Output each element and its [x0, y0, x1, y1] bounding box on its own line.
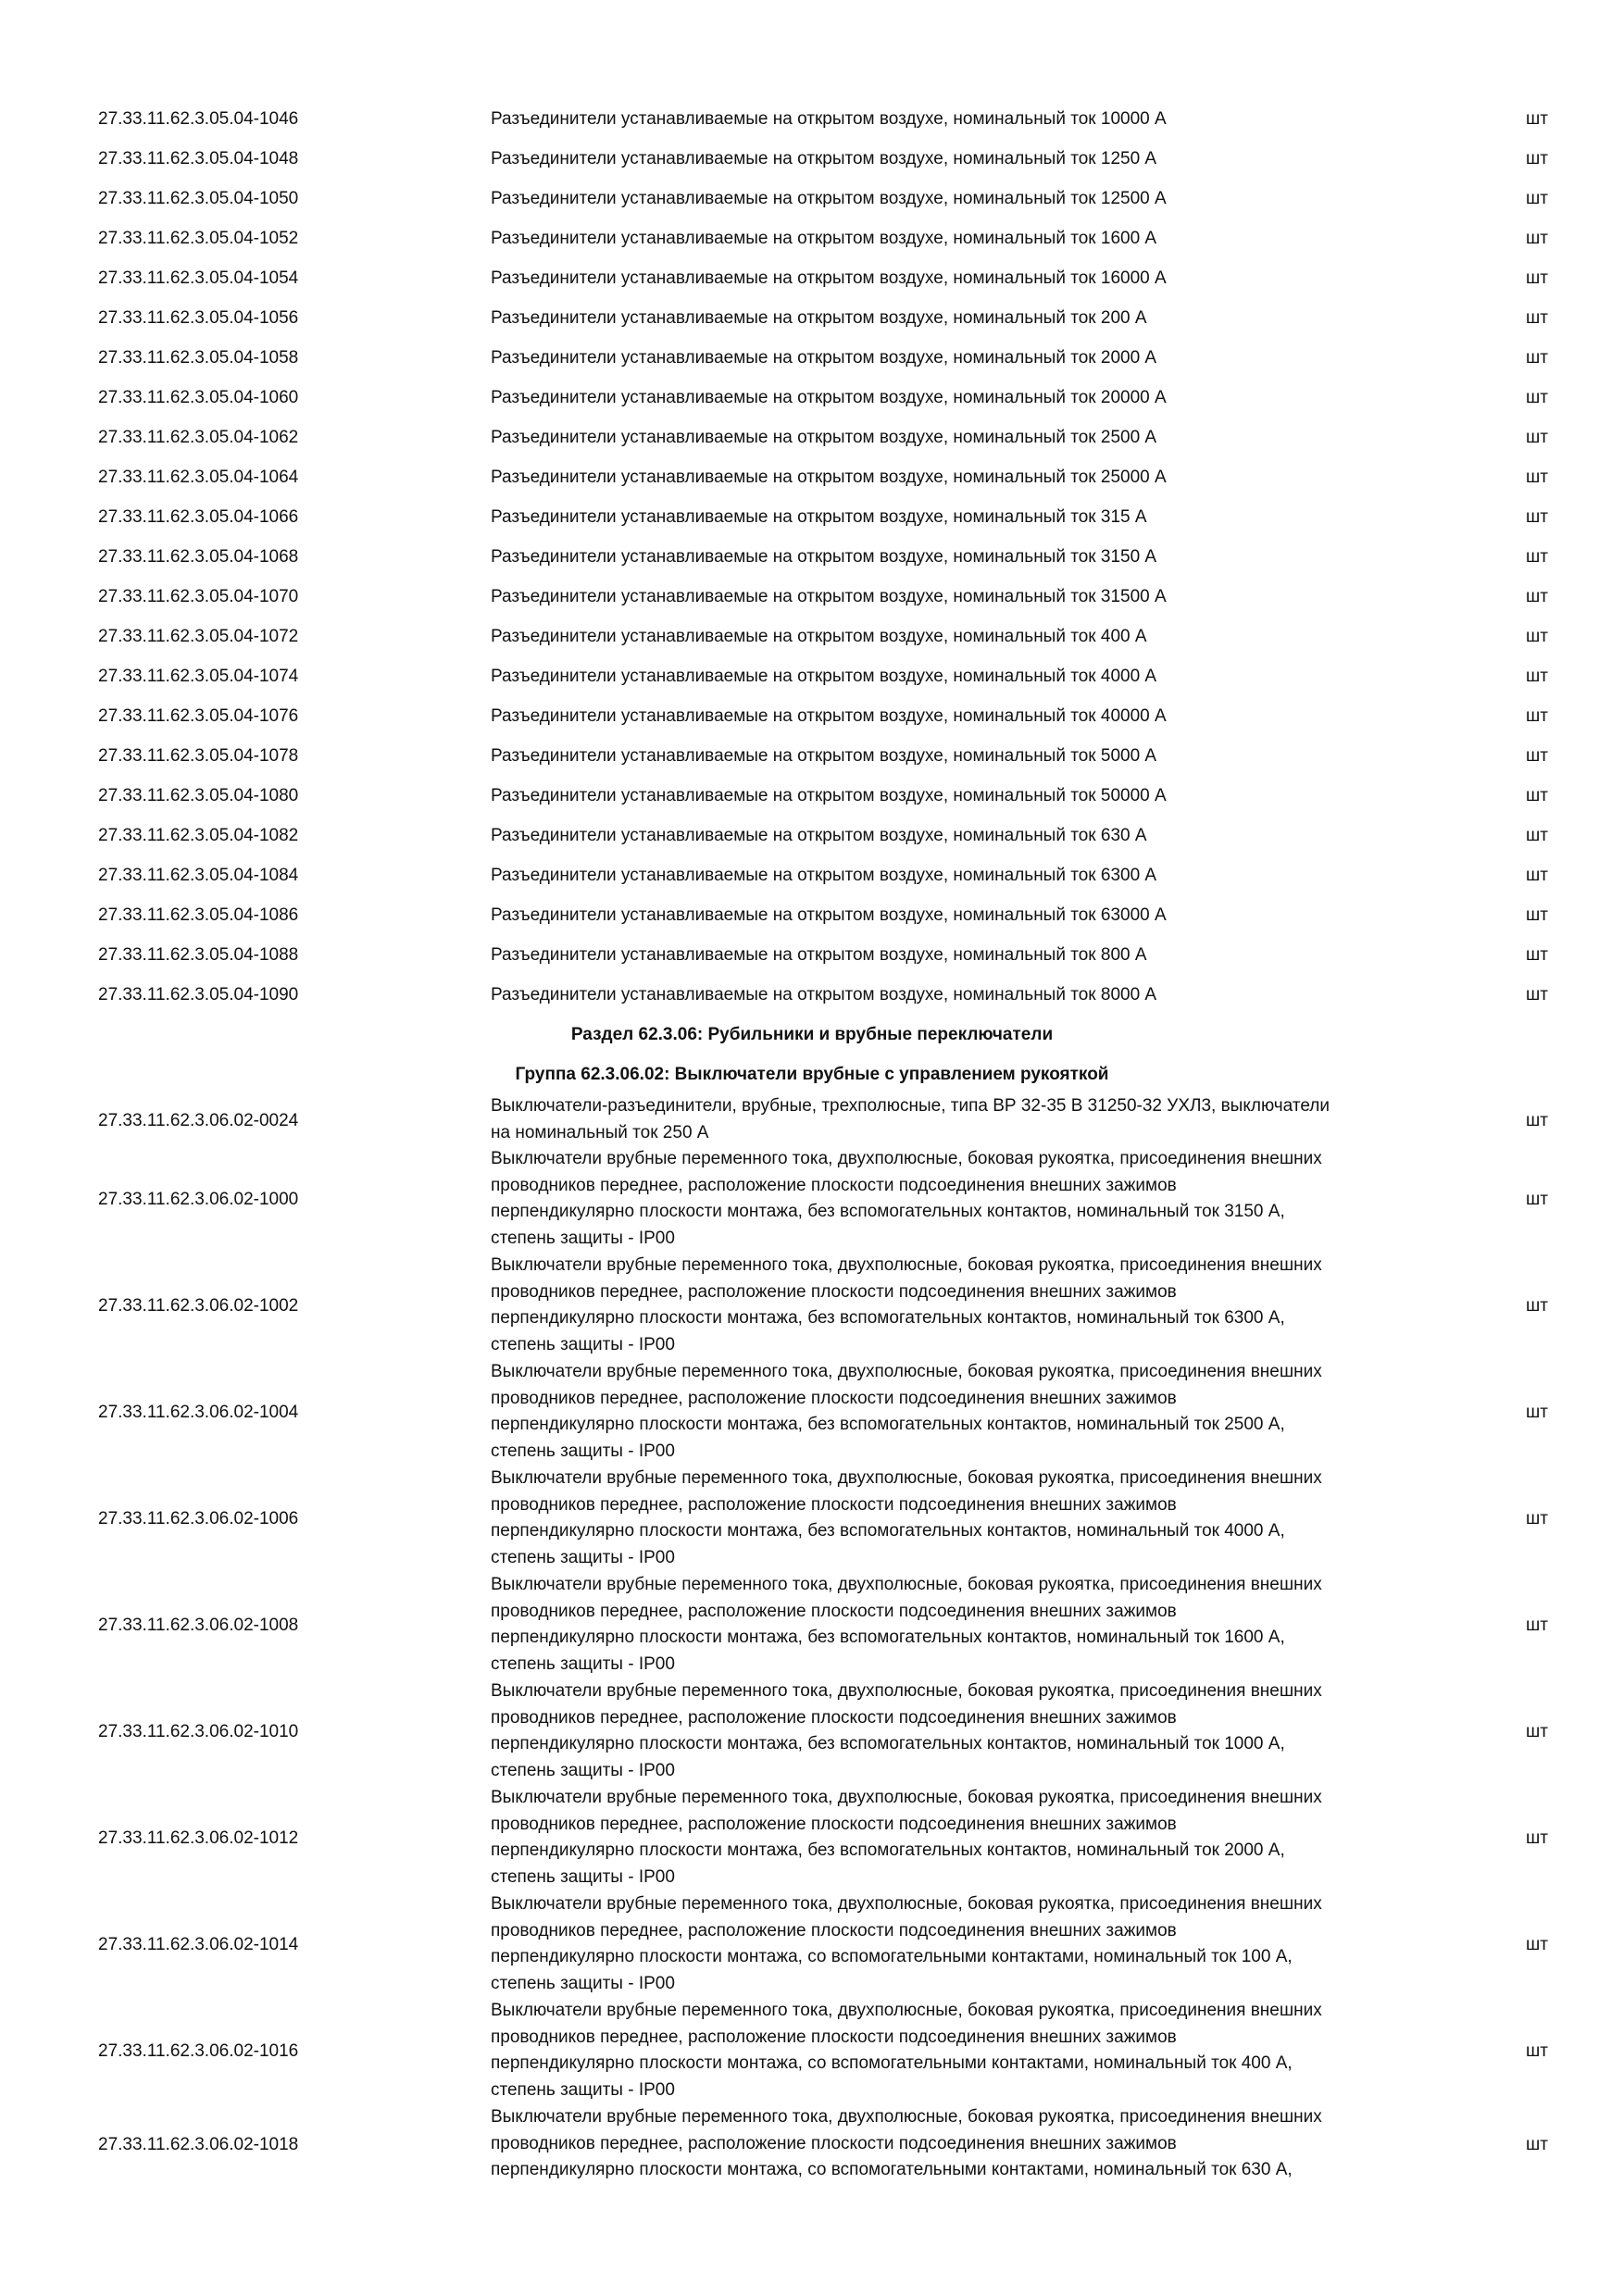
item-unit: шт — [1526, 547, 1548, 567]
description-line: степень защиты - IP00 — [491, 1973, 675, 1993]
description-line: проводников переднее, расположение плоскости подсоединения внешних зажимов — [491, 1814, 1177, 1834]
item-unit: шт — [1526, 746, 1548, 766]
item-unit: шт — [1526, 905, 1548, 925]
item-unit: шт — [1526, 866, 1548, 885]
item-unit: шт — [1526, 229, 1548, 248]
table-row — [0, 656, 1624, 696]
description-line: проводников переднее, расположение плоскости подсоединения внешних зажимов — [491, 2027, 1177, 2047]
table-row — [0, 617, 1624, 656]
item-description: Разъединители устанавливаемые на открытом воздухе, номинальный ток 8000 А — [491, 985, 1157, 1004]
item-code: 27.33.11.62.3.06.02-1002 — [98, 1296, 299, 1316]
description-line: степень защиты - IP00 — [491, 1228, 675, 1248]
item-unit: шт — [1526, 587, 1548, 606]
description-line: перпендикулярно плоскости монтажа, со вспомогательными контактами, номинальный ток 400 А, — [491, 2053, 1293, 2073]
item-description: Разъединители устанавливаемые на открытом воздухе, номинальный ток 400 А — [491, 627, 1147, 646]
item-description — [491, 1572, 1454, 1678]
description-line: перпендикулярно плоскости монтажа, со вспомогательными контактами, номинальный ток 100 А, — [491, 1947, 1293, 1966]
description-line: Выключатели врубные переменного тока, двухполюсные, боковая рукоятка, присоединения внешних — [491, 1255, 1322, 1275]
item-description: Разъединители устанавливаемые на открытом воздухе, номинальный ток 630 А — [491, 826, 1147, 845]
item-unit: шт — [1526, 1722, 1548, 1741]
item-description — [491, 1678, 1454, 1784]
item-description: Разъединители устанавливаемые на открытом воздухе, номинальный ток 50000 А — [491, 786, 1167, 805]
table-row — [0, 736, 1624, 776]
item-code: 27.33.11.62.3.05.04-1076 — [98, 706, 299, 726]
item-code: 27.33.11.62.3.06.02-1018 — [98, 2135, 299, 2154]
description-line: проводников переднее, расположение плоскости подсоединения внешних зажимов — [491, 1707, 1177, 1728]
description-line: степень защиты - IP00 — [491, 1334, 675, 1354]
table-row — [0, 577, 1624, 617]
item-code: 27.33.11.62.3.06.02-1006 — [98, 1509, 299, 1529]
item-unit: шт — [1526, 1403, 1548, 1422]
table-row — [0, 457, 1624, 497]
item-code: 27.33.11.62.3.05.04-1080 — [98, 786, 299, 805]
description-line: проводников переднее, расположение плоскости подсоединения внешних зажимов — [491, 1281, 1177, 1302]
item-unit: шт — [1526, 268, 1548, 288]
item-description — [491, 1891, 1454, 1997]
description-line: проводников переднее, расположение плоскости подсоединения внешних зажимов — [491, 1388, 1177, 1408]
description-line: Выключатели врубные переменного тока, двухполюсные, боковая рукоятка, присоединения внешних — [491, 2001, 1322, 2020]
group-heading: Группа 62.3.06.02: Выключатели врубные с управлением рукояткой — [515, 1065, 1109, 1084]
section-heading: Раздел 62.3.06: Рубильники и врубные переключатели — [570, 1025, 1054, 1044]
item-code: 27.33.11.62.3.05.04-1058 — [98, 348, 299, 368]
description-line: степень защиты - IP00 — [491, 2079, 675, 2100]
item-description — [491, 1093, 1454, 1146]
item-unit: шт — [1526, 786, 1548, 805]
item-code: 27.33.11.62.3.06.02-1012 — [98, 1828, 299, 1848]
table-row — [0, 696, 1624, 736]
item-code: 27.33.11.62.3.05.04-1064 — [98, 468, 299, 487]
item-unit: шт — [1526, 1111, 1548, 1130]
item-unit: шт — [1526, 945, 1548, 965]
table-row — [0, 139, 1624, 179]
item-code: 27.33.11.62.3.05.04-1052 — [98, 229, 299, 248]
item-description: Разъединители устанавливаемые на открытом воздухе, номинальный ток 16000 А — [491, 268, 1167, 288]
description-line: проводников переднее, расположение плоскости подсоединения внешних зажимов — [491, 1494, 1177, 1515]
item-code: 27.33.11.62.3.05.04-1062 — [98, 428, 299, 447]
item-code: 27.33.11.62.3.06.02-1000 — [98, 1190, 299, 1209]
description-line: Выключатели врубные переменного тока, двухполюсные, боковая рукоятка, присоединения внешних — [491, 2107, 1322, 2127]
description-line: проводников переднее, расположение плоскости подсоединения внешних зажимов — [491, 2133, 1177, 2153]
item-unit: шт — [1526, 2041, 1548, 2061]
item-unit: шт — [1526, 109, 1548, 129]
description-line: перпендикулярно плоскости монтажа, без вспомогательных контактов, номинальный ток 1600 А, — [491, 1628, 1285, 1647]
table-row — [0, 816, 1624, 855]
item-code: 27.33.11.62.3.05.04-1050 — [98, 189, 299, 208]
description-line: перпендикулярно плоскости монтажа, без вспомогательных контактов, номинальный ток 2500 А, — [491, 1415, 1285, 1434]
item-code: 27.33.11.62.3.06.02-0024 — [98, 1111, 299, 1130]
item-code: 27.33.11.62.3.05.04-1066 — [98, 507, 299, 527]
item-code: 27.33.11.62.3.05.04-1068 — [98, 547, 299, 567]
item-unit: шт — [1526, 348, 1548, 368]
table-row — [0, 776, 1624, 816]
description-line: Выключатели-разъединители, врубные, трехполюсные, типа ВР 32-35 В 31250-32 УХЛ3, выключатели — [491, 1096, 1330, 1116]
item-unit: шт — [1526, 706, 1548, 726]
table-row — [0, 179, 1624, 218]
item-unit: шт — [1526, 627, 1548, 646]
item-description: Разъединители устанавливаемые на открытом воздухе, номинальный ток 6300 А — [491, 866, 1157, 885]
table-row — [0, 218, 1624, 258]
item-code: 27.33.11.62.3.05.04-1048 — [98, 149, 299, 168]
item-description — [491, 1466, 1454, 1571]
item-code: 27.33.11.62.3.05.04-1056 — [98, 308, 299, 328]
description-line: Выключатели врубные переменного тока, двухполюсные, боковая рукоятка, присоединения внешних — [491, 1894, 1322, 1914]
description-line: перпендикулярно плоскости монтажа, со вспомогательными контактами, номинальный ток 630 А, — [491, 2160, 1293, 2179]
item-code: 27.33.11.62.3.05.04-1088 — [98, 945, 299, 965]
description-line: Выключатели врубные переменного тока, двухполюсные, боковая рукоятка, присоединения внешних — [491, 1362, 1322, 1381]
description-line: Выключатели врубные переменного тока, двухполюсные, боковая рукоятка, присоединения внешних — [491, 1468, 1322, 1488]
table-row — [0, 99, 1624, 139]
item-description: Разъединители устанавливаемые на открытом воздухе, номинальный ток 40000 А — [491, 706, 1167, 726]
item-unit: шт — [1526, 2135, 1548, 2154]
description-line: степень защиты - IP00 — [491, 1866, 675, 1887]
item-description — [491, 1785, 1454, 1890]
item-unit: шт — [1526, 1828, 1548, 1848]
description-line: проводников переднее, расположение плоскости подсоединения внешних зажимов — [491, 1920, 1177, 1940]
item-code: 27.33.11.62.3.05.04-1072 — [98, 627, 299, 646]
item-description: Разъединители устанавливаемые на открытом воздухе, номинальный ток 4000 А — [491, 667, 1157, 686]
item-code: 27.33.11.62.3.05.04-1078 — [98, 746, 299, 766]
table-row — [0, 895, 1624, 935]
item-description: Разъединители устанавливаемые на открытом воздухе, номинальный ток 1600 А — [491, 229, 1157, 248]
table-row — [0, 378, 1624, 418]
item-description: Разъединители устанавливаемые на открытом воздухе, номинальный ток 12500 А — [491, 189, 1167, 208]
item-code: 27.33.11.62.3.05.04-1084 — [98, 866, 299, 885]
item-code: 27.33.11.62.3.05.04-1082 — [98, 826, 299, 845]
item-code: 27.33.11.62.3.05.04-1060 — [98, 388, 299, 407]
item-description — [491, 1253, 1454, 1358]
item-code: 27.33.11.62.3.05.04-1046 — [98, 109, 299, 129]
item-code: 27.33.11.62.3.05.04-1090 — [98, 985, 299, 1004]
item-description: Разъединители устанавливаемые на открытом воздухе, номинальный ток 1250 А — [491, 149, 1157, 168]
item-code: 27.33.11.62.3.05.04-1086 — [98, 905, 299, 925]
description-line: степень защиты - IP00 — [491, 1441, 675, 1461]
item-unit: шт — [1526, 667, 1548, 686]
item-unit: шт — [1526, 1509, 1548, 1529]
item-unit: шт — [1526, 1616, 1548, 1635]
description-line: перпендикулярно плоскости монтажа, без вспомогательных контактов, номинальный ток 1000 А, — [491, 1734, 1285, 1753]
description-line: проводников переднее, расположение плоскости подсоединения внешних зажимов — [491, 1601, 1177, 1621]
item-description: Разъединители устанавливаемые на открытом воздухе, номинальный ток 31500 А — [491, 587, 1167, 606]
description-line: перпендикулярно плоскости монтажа, без вспомогательных контактов, номинальный ток 4000 А, — [491, 1521, 1285, 1541]
table-row — [0, 497, 1624, 537]
table-row — [0, 975, 1624, 1015]
item-description: Разъединители устанавливаемые на открытом воздухе, номинальный ток 800 А — [491, 945, 1147, 965]
item-description — [491, 2104, 1454, 2184]
item-description — [491, 1998, 1454, 2103]
item-code: 27.33.11.62.3.05.04-1074 — [98, 667, 299, 686]
item-description: Разъединители устанавливаемые на открытом воздухе, номинальный ток 3150 А — [491, 547, 1157, 567]
item-unit: шт — [1526, 388, 1548, 407]
item-description: Разъединители устанавливаемые на открытом воздухе, номинальный ток 25000 А — [491, 468, 1167, 487]
item-description — [491, 1359, 1454, 1465]
table-row — [0, 258, 1624, 298]
item-unit: шт — [1526, 507, 1548, 527]
item-unit: шт — [1526, 308, 1548, 328]
description-line: степень защиты - IP00 — [491, 1547, 675, 1567]
table-row — [0, 338, 1624, 378]
item-unit: шт — [1526, 189, 1548, 208]
item-unit: шт — [1526, 826, 1548, 845]
item-description: Разъединители устанавливаемые на открытом воздухе, номинальный ток 2500 А — [491, 428, 1157, 447]
item-unit: шт — [1526, 468, 1548, 487]
item-code: 27.33.11.62.3.05.04-1070 — [98, 587, 299, 606]
table-row — [0, 537, 1624, 577]
item-code: 27.33.11.62.3.06.02-1008 — [98, 1616, 299, 1635]
description-line: Выключатели врубные переменного тока, двухполюсные, боковая рукоятка, присоединения внешних — [491, 1788, 1322, 1807]
item-description: Разъединители устанавливаемые на открытом воздухе, номинальный ток 200 А — [491, 308, 1147, 328]
item-description: Разъединители устанавливаемые на открытом воздухе, номинальный ток 63000 А — [491, 905, 1167, 925]
description-line: степень защиты - IP00 — [491, 1760, 675, 1780]
table-row — [0, 935, 1624, 975]
item-unit: шт — [1526, 985, 1548, 1004]
item-unit: шт — [1526, 1935, 1548, 1954]
description-line: степень защиты - IP00 — [491, 1653, 675, 1674]
item-unit: шт — [1526, 1190, 1548, 1209]
table-row — [0, 298, 1624, 338]
item-code: 27.33.11.62.3.05.04-1054 — [98, 268, 299, 288]
item-unit: шт — [1526, 1296, 1548, 1316]
item-unit: шт — [1526, 428, 1548, 447]
item-description: Разъединители устанавливаемые на открытом воздухе, номинальный ток 20000 А — [491, 388, 1167, 407]
item-description: Разъединители устанавливаемые на открытом воздухе, номинальный ток 2000 А — [491, 348, 1157, 368]
description-line: проводников переднее, расположение плоскости подсоединения внешних зажимов — [491, 1175, 1177, 1195]
item-description: Разъединители устанавливаемые на открытом воздухе, номинальный ток 5000 А — [491, 746, 1157, 766]
item-unit: шт — [1526, 149, 1548, 168]
table-row — [0, 855, 1624, 895]
table-row — [0, 418, 1624, 457]
item-description: Разъединители устанавливаемые на открытом воздухе, номинальный ток 10000 А — [491, 109, 1167, 129]
description-line: Выключатели врубные переменного тока, двухполюсные, боковая рукоятка, присоединения внешних — [491, 1575, 1322, 1594]
item-description: Разъединители устанавливаемые на открытом воздухе, номинальный ток 315 А — [491, 507, 1147, 527]
description-line: перпендикулярно плоскости монтажа, без вспомогательных контактов, номинальный ток 6300 А, — [491, 1308, 1285, 1328]
description-line: Выключатели врубные переменного тока, двухполюсные, боковая рукоятка, присоединения внешних — [491, 1149, 1322, 1168]
item-description — [491, 1146, 1454, 1252]
item-code: 27.33.11.62.3.06.02-1016 — [98, 2041, 299, 2061]
item-code: 27.33.11.62.3.06.02-1010 — [98, 1722, 299, 1741]
description-line: на номинальный ток 250 А — [491, 1122, 709, 1142]
description-line: Выключатели врубные переменного тока, двухполюсные, боковая рукоятка, присоединения внешних — [491, 1681, 1322, 1701]
item-code: 27.33.11.62.3.06.02-1014 — [98, 1935, 299, 1954]
description-line: перпендикулярно плоскости монтажа, без вспомогательных контактов, номинальный ток 2000 А, — [491, 1841, 1285, 1860]
item-code: 27.33.11.62.3.06.02-1004 — [98, 1403, 299, 1422]
description-line: перпендикулярно плоскости монтажа, без вспомогательных контактов, номинальный ток 3150 А, — [491, 1202, 1285, 1221]
